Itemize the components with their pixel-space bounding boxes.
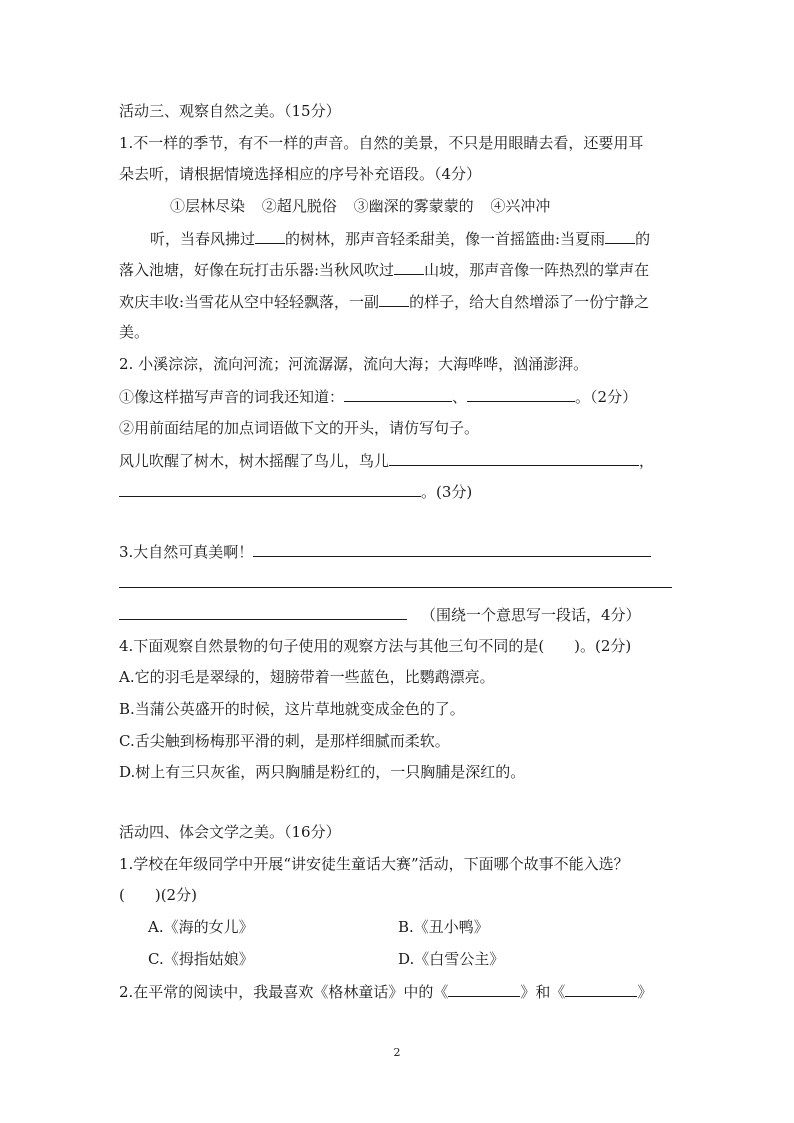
a4-q2: 2.在平常的阅读中，我最喜欢《格林童话》中的《 》和《 》 bbox=[119, 983, 653, 1001]
answer-blank[interactable] bbox=[119, 572, 672, 588]
activity4-title: 活动四、体会文学之美。（16分） bbox=[119, 823, 341, 841]
q2-imitate-line2: 。(3分) bbox=[119, 481, 472, 502]
passage-line1: 听，当春风拂过 的树林，那声音轻柔甜美，像一首摇篮曲:当夏雨 的 bbox=[150, 230, 651, 248]
a4-q1-option-c: C.《拇指姑娘》 bbox=[148, 950, 254, 968]
q3-line1: 3.大自然可真美啊！ bbox=[119, 541, 651, 562]
fill-blank[interactable] bbox=[605, 228, 635, 244]
a4-q1-option-b: B.《丑小鸭》 bbox=[398, 918, 489, 936]
fill-blank[interactable] bbox=[394, 259, 424, 275]
page-number: 2 bbox=[393, 1046, 401, 1059]
option-4: ④兴冲冲 bbox=[490, 197, 551, 215]
q1-line1: 1.不一样的季节，有不一样的声音。自然的美景，不只是用眼睛去看，还要用耳 bbox=[119, 134, 644, 152]
answer-blank[interactable] bbox=[253, 541, 651, 557]
fill-blank[interactable] bbox=[379, 291, 409, 307]
q2-sub2: ②用前面结尾的加点词语做下文的开头，请仿写句子。 bbox=[119, 419, 480, 437]
title-blank[interactable] bbox=[448, 981, 520, 997]
q4-option-d: D.树上有三只灰雀，两只胸脯是粉红的，一只胸脯是深红的。 bbox=[119, 763, 526, 781]
q1-line2: 朵去听，请根据情境选择相应的序号补充语段。（4分） bbox=[119, 165, 482, 183]
q3-line3: （围绕一个意思写一段话，4分） bbox=[119, 604, 641, 625]
q4-option-a: A.它的羽毛是翠绿的，翅膀带着一些蓝色，比鹦鹉漂亮。 bbox=[119, 668, 495, 686]
option-1: ①层林尽染 bbox=[170, 197, 246, 215]
passage-line3: 欢庆丰收:当雪花从空中轻轻飘落，一副 的样子，给大自然增添了一份宁静之 bbox=[119, 293, 650, 311]
a4-q1-option-a: A.《海的女儿》 bbox=[148, 918, 254, 936]
answer-blank[interactable] bbox=[119, 481, 421, 497]
a4-q1-option-d: D.《白雪公主》 bbox=[398, 950, 505, 968]
passage-line2: 落入池塘，好像在玩打击乐器:当秋风吹过 山坡，那声音像一阵热烈的掌声在 bbox=[119, 261, 650, 279]
q4-stem: 4.下面观察自然景物的句子使用的观察方法与其他三句不同的是( )。(2分) bbox=[119, 637, 632, 655]
answer-blank[interactable] bbox=[344, 386, 452, 402]
option-3: ③幽深的雾蒙蒙的 bbox=[353, 197, 474, 215]
a4-q1-paren: ( )(2分) bbox=[119, 886, 197, 904]
q2-line1: 2. 小溪淙淙，流向河流；河流潺潺，流向大海；大海哗哗，汹涌澎湃。 bbox=[119, 355, 589, 373]
title-blank[interactable] bbox=[565, 981, 637, 997]
q4-option-c: C.舌尖触到杨梅那平滑的刺，是那样细腻而柔软。 bbox=[119, 732, 450, 750]
answer-blank[interactable] bbox=[119, 604, 407, 620]
q2-imitate-line1: 风儿吹醒了树木，树木摇醒了鸟儿，鸟儿 ， bbox=[119, 452, 655, 470]
answer-blank[interactable] bbox=[389, 450, 639, 466]
q1-options bbox=[170, 196, 550, 216]
passage-line4: 美。 bbox=[119, 323, 150, 341]
option-2: ②超凡脱俗 bbox=[261, 197, 337, 215]
q2-sub1: ①像这样描写声音的词我还知道： 、 。（2分） bbox=[119, 388, 638, 406]
q4-option-b: B.当蒲公英盛开的时候，这片草地就变成金色的了。 bbox=[119, 700, 465, 718]
a4-q1-stem: 1.学校在年级同学中开展“讲安徒生童话大赛”活动，下面哪个故事不能入选？ bbox=[119, 855, 629, 873]
answer-blank[interactable] bbox=[467, 386, 575, 402]
activity3-title: 活动三、观察自然之美。（15分） bbox=[119, 102, 341, 120]
q3-line2 bbox=[119, 572, 672, 593]
fill-blank[interactable] bbox=[255, 228, 285, 244]
